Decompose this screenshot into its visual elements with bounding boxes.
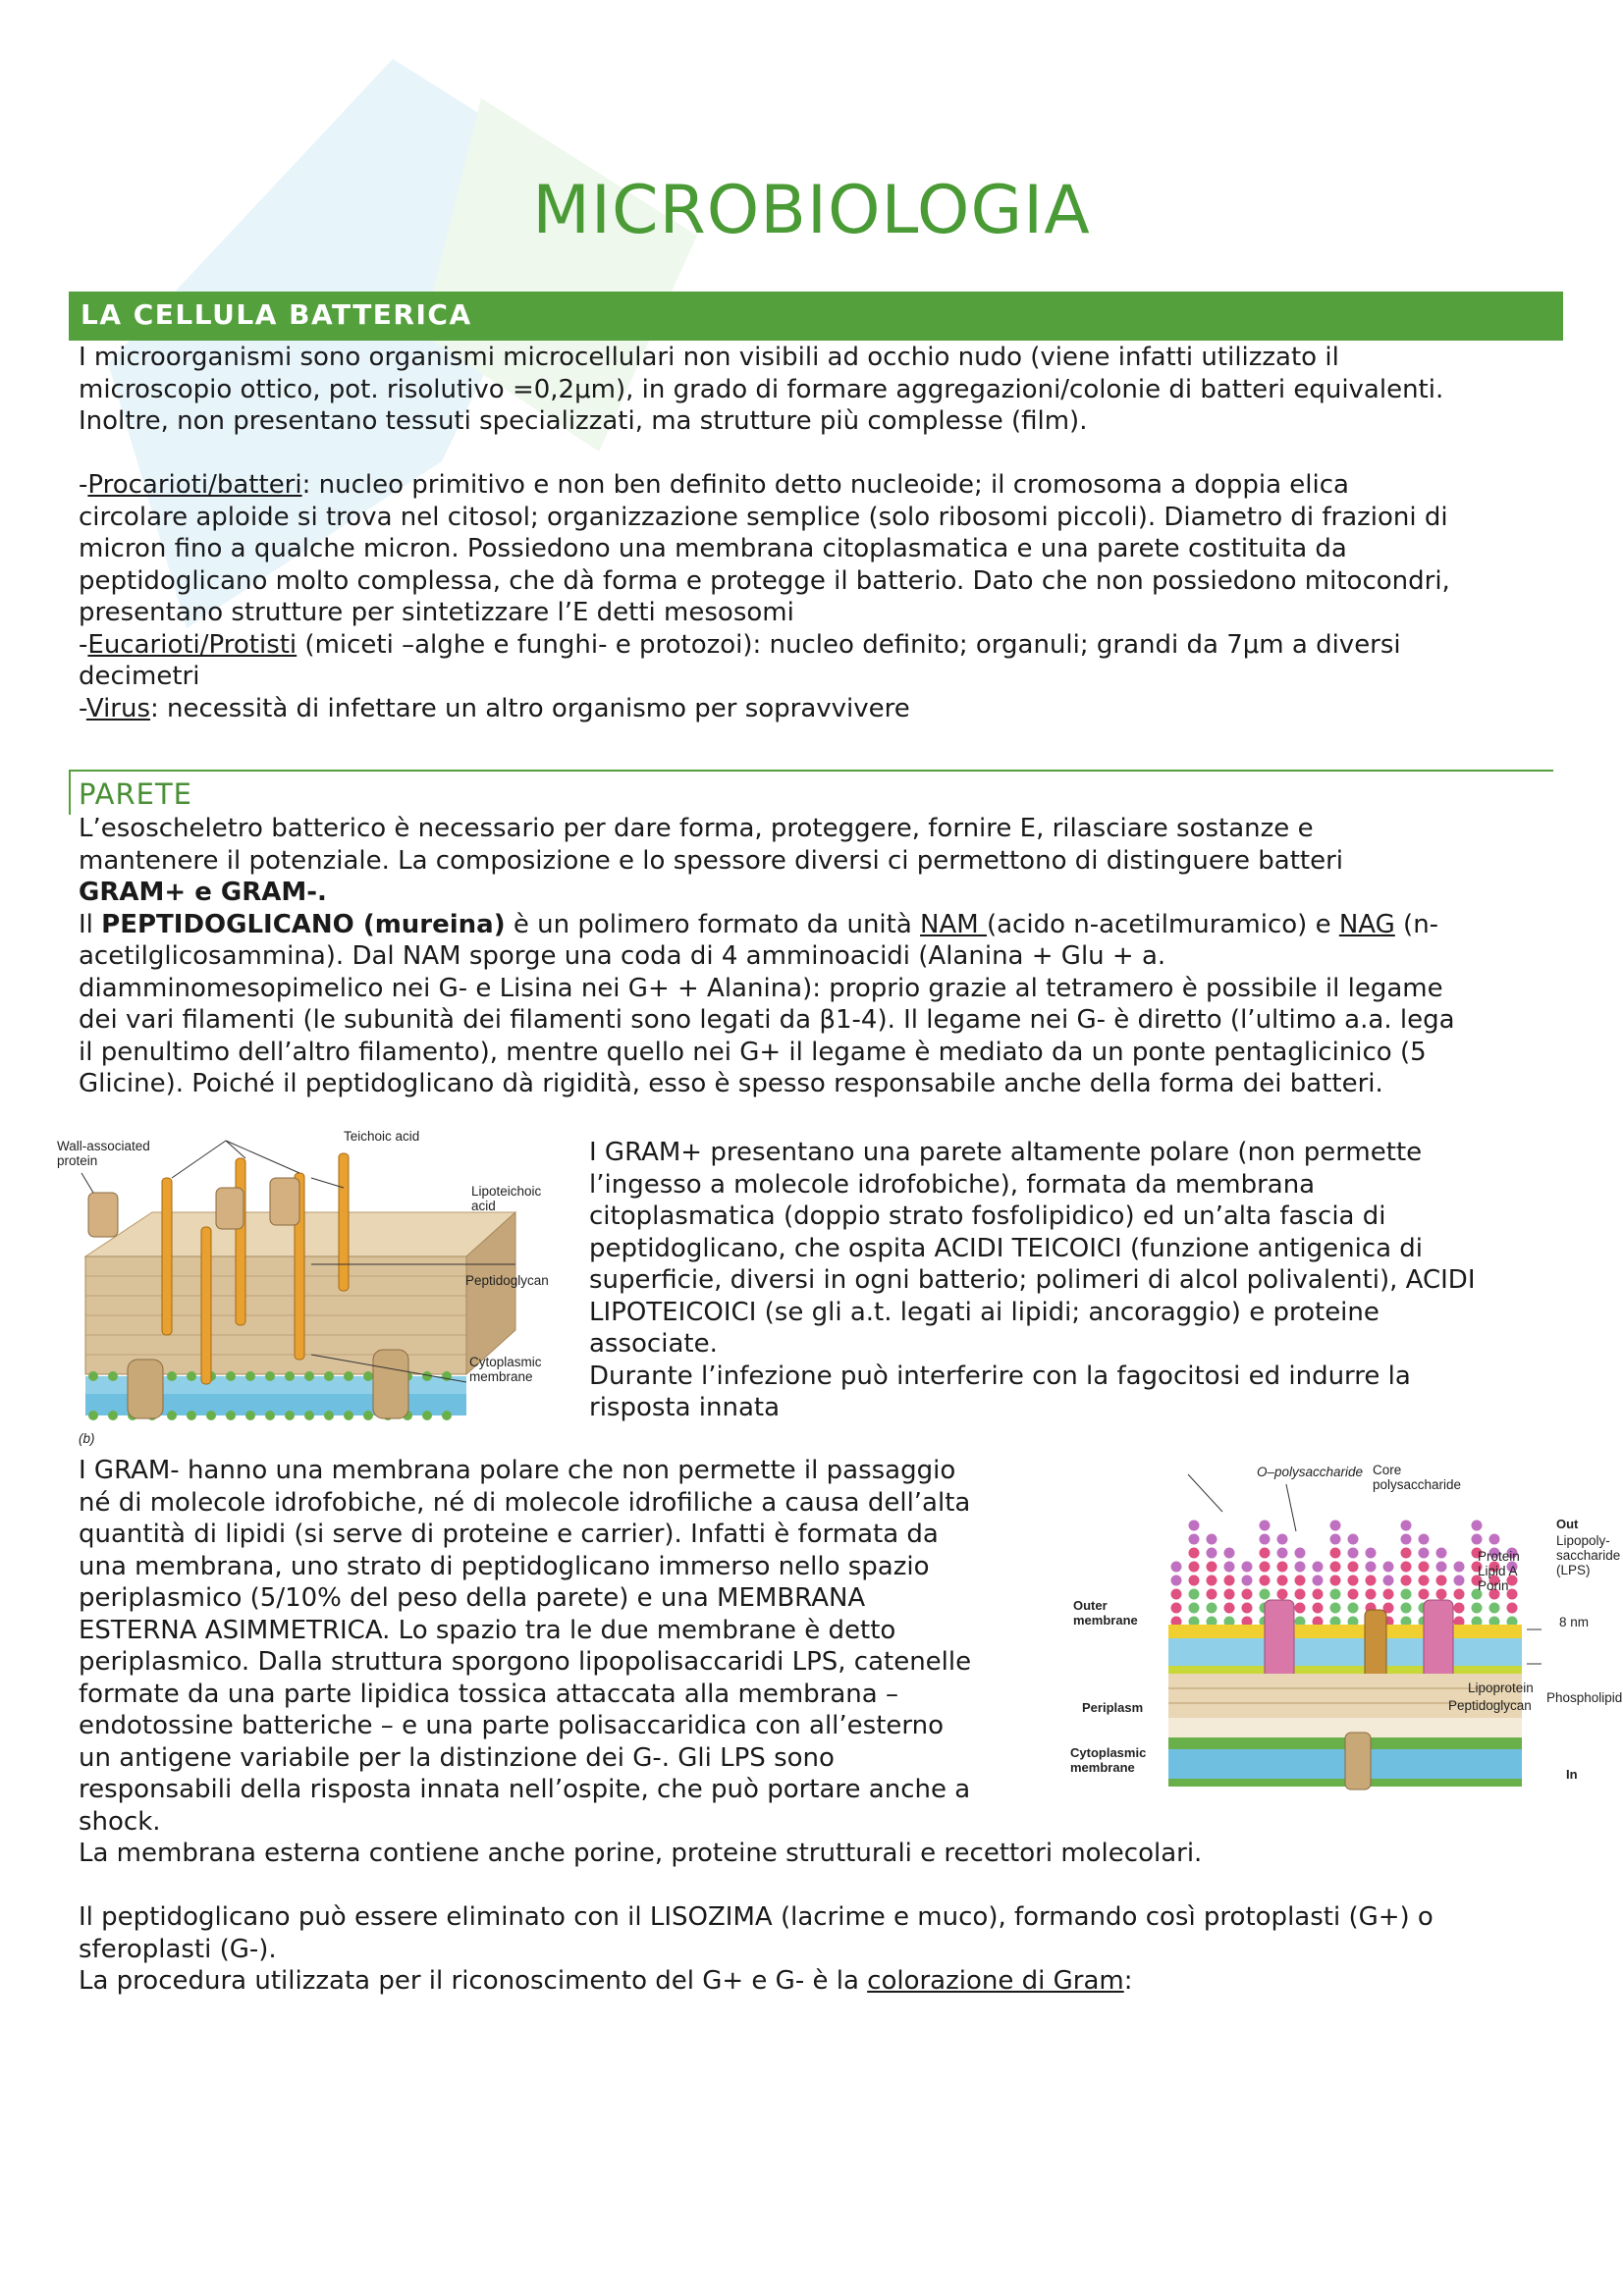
label-porin: Porin	[1478, 1578, 1509, 1593]
lps-sugar	[1507, 1603, 1518, 1614]
text-line: micron fino a qualche micron. Possiedono una membrana citoplasmatica e una parete costituita da	[79, 534, 1347, 563]
lps-sugar	[1401, 1589, 1412, 1600]
lps-sugar	[1401, 1575, 1412, 1586]
subsection-heading-box	[69, 770, 1553, 815]
lps-sugar	[1295, 1562, 1306, 1573]
lps-sugar	[1330, 1589, 1341, 1600]
lps-sugar	[1260, 1521, 1271, 1531]
lps-sugar	[1260, 1589, 1271, 1600]
lps-sugar	[1189, 1548, 1200, 1559]
lps-sugar	[1189, 1589, 1200, 1600]
lps-sugar	[1242, 1589, 1253, 1600]
lps-sugar	[1189, 1521, 1200, 1531]
gram-negative-paragraph	[79, 1455, 1060, 1838]
lps-sugar	[1277, 1548, 1288, 1559]
lps-sugar	[1366, 1589, 1377, 1600]
text-line: responsabili della risposta innata nell’ospite, che può portare anche a	[79, 1775, 971, 1804]
section-heading: LA CELLULA BATTERICA	[81, 298, 472, 331]
cell-types-list	[79, 469, 1571, 724]
lps-sugar	[1224, 1589, 1235, 1600]
gram-staining-link: colorazione di Gram	[867, 1966, 1124, 1996]
text-line: quantità di lipidi (si serve di proteine e carrier). Infatti è formata da	[79, 1520, 939, 1549]
lps-sugar	[1224, 1575, 1235, 1586]
label-peptidoglycan-2: Peptidoglycan	[1448, 1698, 1532, 1713]
lps-sugar	[1207, 1562, 1217, 1573]
lps-sugar	[1348, 1589, 1359, 1600]
text-line: diamminomesopimelico nei G- e Lisina nei G+ + Alanina): proprio grazie al tetramero è possibile il legame	[79, 973, 1443, 1003]
text-line: mantenere il potenziale. La composizione e lo spessore diversi ci permettono di distinguere batteri	[79, 845, 1343, 876]
text-line: I GRAM+ presentano una parete altamente polare (non permette	[589, 1138, 1423, 1167]
lps-sugar	[1330, 1562, 1341, 1573]
peptidoglicano-line: Il PEPTIDOGLICANO (mureina) è un polimero formato da unità NAM (acido n-acetilmuramico) e NAG (n-	[79, 909, 1439, 939]
label-core-polysaccharide: Core polysaccharide	[1373, 1463, 1462, 1492]
text-line: LIPOTEICOICI (se gli a.t. legati ai lipidi; ancoraggio) e proteine	[589, 1297, 1380, 1327]
lps-sugar	[1401, 1521, 1412, 1531]
text-line: decimetri	[79, 662, 200, 691]
lps-sugar	[1242, 1562, 1253, 1573]
text-line: associate.	[589, 1329, 718, 1359]
lps-sugar	[1242, 1575, 1253, 1586]
label-cytoplasmic-membrane-2: Cytoplasmic membrane	[1070, 1745, 1147, 1775]
gram-positive-paragraph	[589, 1137, 1571, 1424]
virus-line: -Virus: necessità di infettare un altro organismo per sopravvivere	[79, 693, 910, 723]
lps-sugar	[1454, 1562, 1465, 1573]
lisozima-paragraph	[79, 1901, 1571, 1998]
label-phospholipid: Phospholipid	[1546, 1690, 1623, 1705]
text-line: sferoplasti (G-).	[79, 1934, 277, 1964]
lps-sugar	[1295, 1575, 1306, 1586]
lps-sugar	[1472, 1603, 1483, 1614]
lps-sugar	[1366, 1575, 1377, 1586]
label-cytoplasmic-membrane: Cytoplasmic membrane	[469, 1355, 542, 1384]
lps-sugar	[1383, 1589, 1394, 1600]
lps-sugar	[1277, 1534, 1288, 1545]
text-line: circolare aploide si trova nel citosol; organizzazione semplice (solo ribosomi piccoli). Diametro di frazioni di	[79, 502, 1448, 532]
lps-sugar	[1454, 1589, 1465, 1600]
text-line: dei vari filamenti (le subunità dei filamenti sono legati da β1-4). Il legame nei G- è diretto (l’ultimo a.a. lega	[79, 1005, 1455, 1035]
text-line: né di molecole idrofobiche, né di molecole idrofiliche a causa dell’alta	[79, 1487, 971, 1518]
gram-negative-envelope-figure	[1060, 1453, 1623, 1791]
lps-sugar	[1171, 1589, 1182, 1600]
label-o-polysaccharide: O–polysaccharide	[1257, 1465, 1364, 1479]
lps-sugar	[1224, 1603, 1235, 1614]
text-line: Durante l’infezione può interferire con la fagocitosi ed indurre la	[589, 1361, 1411, 1391]
text-line: endotossine batteriche – e una parte polisaccaridica con all’esterno	[79, 1711, 945, 1740]
section-heading-bar	[69, 292, 1563, 341]
lps-sugar	[1383, 1575, 1394, 1586]
label-outer-membrane: Outer membrane	[1073, 1598, 1138, 1628]
lps-sugar	[1242, 1603, 1253, 1614]
lps-sugar	[1436, 1589, 1447, 1600]
lps-sugar	[1489, 1534, 1500, 1545]
text-line: I GRAM- hanno una membrana polare che non permette il passaggio	[79, 1456, 956, 1485]
text-line: acetilglicosammina). Dal NAM sporge una coda di 4 amminoacidi (Alanina + Glu + a.	[79, 941, 1166, 971]
text-line: superficie, diversi in ogni batterio; polimeri di alcol polivalenti), ACIDI	[589, 1265, 1476, 1295]
lps-sugar	[1189, 1534, 1200, 1545]
label-teichoic-acid: Teichoic acid	[344, 1129, 420, 1144]
lps-sugar	[1295, 1603, 1306, 1614]
lps-sugar	[1383, 1562, 1394, 1573]
lps-sugar	[1207, 1548, 1217, 1559]
label-peptidoglycan: Peptidoglycan	[465, 1273, 549, 1288]
text-line: un antigene variabile per la distinzione dei G-. Gli LPS sono	[79, 1742, 835, 1773]
lps-sugar	[1171, 1603, 1182, 1614]
lps-sugar	[1171, 1575, 1182, 1586]
text-line: Inoltre, non presentano tessuti specializzati, ma strutture più complesse (film).	[79, 406, 1088, 436]
lps-sugar	[1348, 1575, 1359, 1586]
lps-sugar	[1295, 1589, 1306, 1600]
label-panel: (b)	[79, 1431, 95, 1446]
lps-sugar	[1189, 1603, 1200, 1614]
lps-sugar	[1436, 1562, 1447, 1573]
text-line: il penultimo dell’altro filamento), mentre quello nei G+ il legame è mediato da un ponte pentaglicinico (5	[79, 1037, 1427, 1067]
lps-sugar	[1313, 1589, 1324, 1600]
lps-sugar	[1419, 1562, 1430, 1573]
procarioti-label: Procarioti/batteri	[87, 470, 302, 500]
text-line: Glicine). Poiché il peptidoglicano dà rigidità, esso è spesso responsabile anche della forma dei batteri.	[79, 1069, 1383, 1098]
lps-sugar	[1330, 1575, 1341, 1586]
text-line: una membrana, uno strato di peptidoglicano immerso nello spazio	[79, 1551, 930, 1581]
lps-sugar	[1277, 1562, 1288, 1573]
lps-sugar	[1436, 1575, 1447, 1586]
lps-sugar	[1366, 1548, 1377, 1559]
lps-sugar	[1401, 1548, 1412, 1559]
label-8nm: 8 nm	[1559, 1615, 1590, 1629]
label-protein: Protein	[1478, 1549, 1520, 1564]
lps-sugar	[1454, 1603, 1465, 1614]
text-line: Il peptidoglicano può essere eliminato con il LISOZIMA (lacrime e muco), formando così protoplasti (G+) o	[79, 1902, 1434, 1932]
text-line: ESTERNA ASIMMETRICA. Lo spazio tra le due membrane è detto	[79, 1615, 896, 1645]
lps-sugar	[1348, 1603, 1359, 1614]
lps-sugar	[1313, 1575, 1324, 1586]
lps-sugar	[1348, 1534, 1359, 1545]
lps-sugar	[1224, 1548, 1235, 1559]
eucarioti-label: Eucarioti/Protisti	[87, 629, 298, 660]
lps-sugar	[1313, 1562, 1324, 1573]
lps-sugar	[1207, 1534, 1217, 1545]
lps-sugar	[1472, 1521, 1483, 1531]
lps-sugar	[1207, 1589, 1217, 1600]
lps-sugar	[1207, 1603, 1217, 1614]
nag-term: NAG	[1338, 909, 1395, 939]
gram-staining-line: La procedura utilizzata per il riconoscimento del G+ e G- è la colorazione di Gram:	[79, 1966, 1133, 1996]
label-lps: Lipopoly- saccharide (LPS)	[1556, 1533, 1621, 1577]
text-line: presentano strutture per sintetizzare l’E detti mesosomi	[79, 598, 794, 627]
text-line: periplasmico. Dalla struttura sporgono lipopolisaccaridi LPS, catenelle	[79, 1647, 972, 1677]
page-title: MICROBIOLOGIA	[532, 172, 1091, 249]
label-lipoteichoic-acid: Lipoteichoic acid	[471, 1184, 542, 1213]
label-wall-protein: Wall-associated protein	[57, 1139, 150, 1168]
lps-sugar	[1260, 1575, 1271, 1586]
lps-sugar	[1313, 1603, 1324, 1614]
lps-sugar	[1207, 1575, 1217, 1586]
lps-sugar	[1454, 1575, 1465, 1586]
label-periplasm: Periplasm	[1082, 1700, 1144, 1715]
lps-sugar	[1419, 1534, 1430, 1545]
intro-paragraph	[79, 342, 1571, 438]
lps-sugar	[1419, 1575, 1430, 1586]
label-lipoprotein: Lipoprotein	[1468, 1681, 1534, 1695]
lps-sugar	[1330, 1603, 1341, 1614]
lps-sugar	[1472, 1534, 1483, 1545]
lps-sugar	[1401, 1562, 1412, 1573]
lps-sugar	[1366, 1562, 1377, 1573]
text-line: peptidoglicano molto complessa, che dà forma e protegge il batterio. Dato che non possiedono mitocondri,	[79, 565, 1450, 596]
lps-sugar	[1401, 1603, 1412, 1614]
lps-sugar	[1489, 1603, 1500, 1614]
text-line: microscopio ottico, pot. risolutivo =0,2μm), in grado di formare aggregazioni/colonie di batteri equivalenti.	[79, 374, 1444, 404]
lps-sugar	[1348, 1548, 1359, 1559]
lps-sugar	[1224, 1562, 1235, 1573]
lps-sugar	[1419, 1589, 1430, 1600]
text-line: formate da una parte lipidica tossica attaccata alla membrana –	[79, 1679, 898, 1709]
text-line: L’esoscheletro batterico è necessario per dare forma, proteggere, fornire E, rilasciare sostanze e	[79, 814, 1314, 843]
lps-sugar	[1260, 1534, 1271, 1545]
eucarioti-line: -Eucarioti/Protisti (miceti –alghe e funghi- e protozoi): nucleo definito; organuli; grandi da 7μm a diversi	[79, 629, 1401, 660]
label-lipid-a: Lipid A	[1478, 1564, 1518, 1578]
virus-label: Virus	[85, 693, 151, 723]
text-line: La membrana esterna contiene anche porine, proteine strutturali e recettori molecolari.	[79, 1839, 1203, 1868]
text-line: periplasmico (5/10% del peso della parete) e una MEMBRANA	[79, 1583, 866, 1613]
subsection-heading: PARETE	[79, 777, 192, 811]
lps-sugar	[1330, 1521, 1341, 1531]
parete-paragraph	[79, 813, 1571, 1100]
lps-sugar	[1277, 1575, 1288, 1586]
nam-term: NAM	[920, 909, 987, 939]
lps-sugar	[1330, 1548, 1341, 1559]
text-line: l’ingesso a molecole idrofobiche), formata da membrana	[589, 1169, 1316, 1200]
lps-sugar	[1277, 1589, 1288, 1600]
outer-membrane-paragraph	[79, 1838, 1571, 1870]
lps-sugar	[1419, 1548, 1430, 1559]
text-line: GRAM+ e GRAM-.	[79, 878, 327, 907]
lps-sugar	[1295, 1548, 1306, 1559]
label-out: Out	[1556, 1517, 1579, 1531]
gram-bold: GRAM+ e GRAM-	[79, 878, 318, 907]
lps-sugar	[1330, 1534, 1341, 1545]
peptidoglicano-bold: PEPTIDOGLICANO (mureina)	[101, 909, 506, 939]
text-line: citoplasmatica (doppio strato fosfolipidico) ed un’alta fascia di	[589, 1201, 1386, 1231]
lps-sugar	[1348, 1562, 1359, 1573]
text-line: I microorganismi sono organismi microcellulari non visibili ad occhio nudo (viene infatti utilizzato il	[79, 343, 1339, 372]
lps-sugar	[1260, 1548, 1271, 1559]
lps-sugar	[1189, 1562, 1200, 1573]
text-line: risposta innata	[589, 1393, 781, 1422]
label-in: In	[1566, 1767, 1578, 1782]
lps-sugar	[1171, 1562, 1182, 1573]
text-line: peptidoglicano, che ospita ACIDI TEICOICI (funzione antigenica di	[589, 1233, 1424, 1263]
procarioti-line: -Procarioti/batteri: nucleo primitivo e non ben definito detto nucleoide; il cromosoma a doppia elica	[79, 470, 1349, 500]
lps-sugar	[1401, 1534, 1412, 1545]
lps-sugar	[1260, 1562, 1271, 1573]
lps-sugar	[1436, 1548, 1447, 1559]
text-line: shock.	[79, 1806, 161, 1837]
lps-sugar	[1189, 1575, 1200, 1586]
